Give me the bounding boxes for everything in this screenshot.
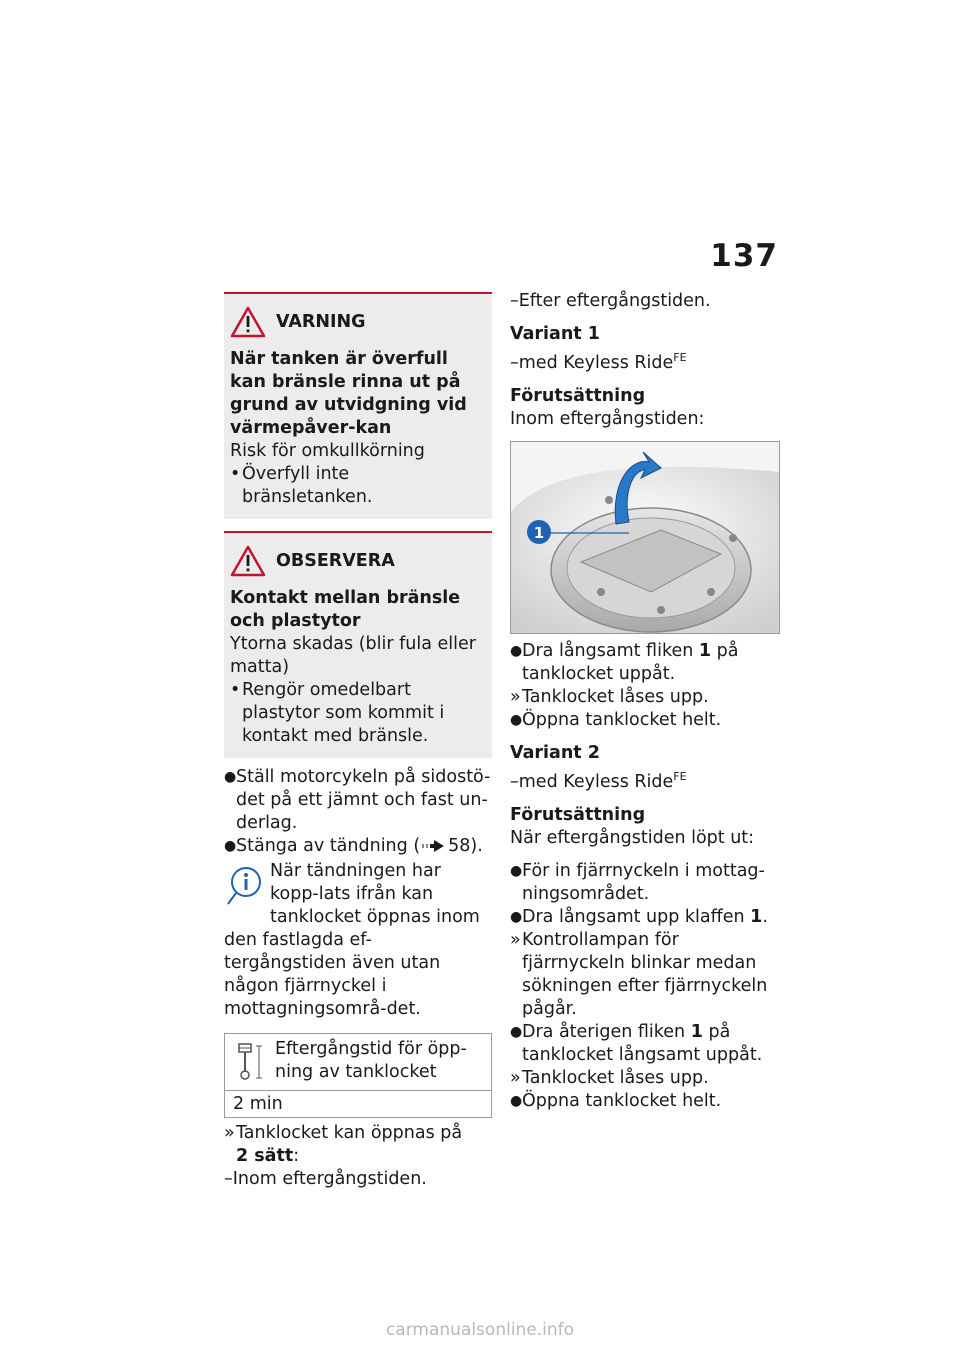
dash-item: –Inom eftergångstiden. — [224, 1169, 427, 1189]
page-number: 137 — [710, 238, 778, 274]
variant1-prereq-text: Inom eftergångstiden: — [510, 408, 705, 429]
notice-action: • Rengör omedelbart plastytor som kommit i kontakt med bränsle. — [230, 679, 484, 748]
info-icon — [224, 864, 264, 908]
right-column — [510, 290, 782, 1113]
warning-triangle-icon — [230, 306, 266, 338]
variant2-condition: –med Keyless Ride$^{FE}$ — [510, 769, 687, 792]
step-list-item: ● Öppna tanklocket helt. — [510, 1090, 722, 1111]
notice-heading: Kontakt mellan bränsle och plastytor — [230, 588, 461, 631]
step-list-item: ● Öppna tanklocket helt. — [510, 709, 722, 730]
timer-icon — [233, 1042, 265, 1082]
result-item: » Tanklocket kan öppnas på 2 sätt: — [224, 1123, 463, 1166]
warning-box — [224, 292, 492, 519]
result-item: » Kontrollampan för fjärrnyckeln blinkar medan sökningen efter fjärrnyckeln pågår. — [510, 929, 768, 1019]
step-list-item: ● Stänga av tändning ( 58). — [224, 836, 483, 856]
variant1-condition: –med Keyless Ride$^{FE}$ — [510, 351, 687, 373]
step-list-item: ● Dra återigen fliken 1 på tanklocket långsamt uppåt. — [510, 1021, 763, 1065]
fuel-cap-figure — [510, 441, 780, 634]
variant2-title: Variant 2 — [510, 742, 600, 763]
result-item: » Tanklocket låses upp. — [510, 1067, 709, 1088]
step-list-item: ● För in fjärrnyckeln i mottag-ningsområdet. — [510, 860, 765, 904]
notice-risk: Ytorna skadas (blir fula eller matta) — [230, 634, 476, 677]
warning-label: VARNING — [276, 312, 366, 332]
info-text: När tändningen har kopp-lats ifrån kan tanklocket öppnas inom den fastlagda ef-tergångstiden även utan någon fjärrnyckel i mottagningsområ-det. — [224, 861, 480, 1019]
step-list-item: ● Dra långsamt upp klaffen 1. — [510, 906, 768, 927]
spec-table — [224, 1033, 492, 1118]
notice-label: OBSERVERA — [276, 551, 395, 571]
step-list-item: ● Dra långsamt fliken 1 på tanklocket uppåt. — [510, 640, 739, 684]
info-note — [224, 860, 492, 1021]
left-column — [224, 292, 492, 1191]
page-reference: 58). — [448, 836, 483, 856]
page-reference-arrow-icon — [422, 840, 444, 852]
variant2-prereq-text: När eftergångstiden löpt ut: — [510, 827, 755, 848]
notice-triangle-icon — [230, 545, 266, 577]
spec-value: 2 min — [233, 1094, 283, 1114]
step-list-item: ● Ställ motorcykeln på sidostö-det på ett jämnt och fast un-derlag. — [224, 767, 491, 833]
warning-heading: När tanken är överfull kan bränsle rinna ut på grund av utvidgning vid värmepåver-kan — [230, 349, 467, 438]
watermark: carmanualsonline.info — [385, 1320, 575, 1340]
result-item: » Tanklocket låses upp. — [510, 686, 709, 707]
variant1-prereq-title: Förutsättning — [510, 385, 646, 406]
dash-item: –Efter eftergångstiden. — [510, 291, 711, 311]
fuel-cap-illustration — [511, 442, 779, 633]
variant1-title: Variant 1 — [510, 324, 600, 344]
notice-box — [224, 531, 492, 758]
spec-label: Eftergångstid för öpp-ning av tanklocket — [275, 1039, 467, 1082]
warning-risk: Risk för omkullkörning — [230, 441, 425, 461]
variant2-prereq-title: Förutsättning — [510, 804, 646, 825]
figure-callout-1: 1 — [533, 523, 545, 542]
warning-action: • Överfyll inte bränsletanken. — [230, 463, 484, 509]
